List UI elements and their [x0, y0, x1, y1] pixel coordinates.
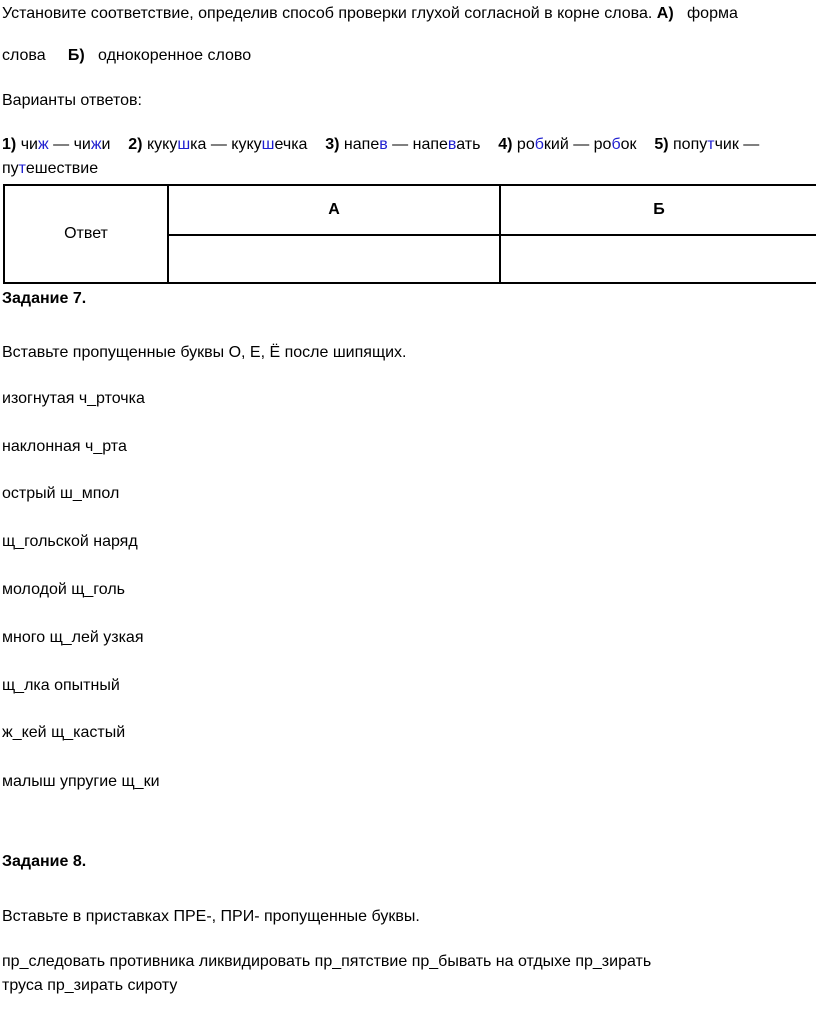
answer-row-label: Ответ [4, 185, 168, 283]
options-line [2, 135, 759, 155]
task7-item: щ_гольской наряд [2, 533, 138, 550]
task6-intro-cont [2, 46, 251, 66]
task8-instruction: Вставьте в приставках ПРЕ-, ПРИ- пропущенные буквы. [2, 908, 420, 925]
task6-a-label: А) [656, 5, 674, 22]
column-a-header: А [168, 185, 500, 235]
task7-item: наклонная ч_рта [2, 438, 127, 455]
answer-table [3, 184, 816, 284]
task6-a-text-part1: форма [687, 5, 738, 22]
column-b-header: Б [500, 185, 816, 235]
option-1: 1) чиж — чижи [2, 136, 111, 153]
task6-intro [2, 4, 738, 24]
task8-text-line1: пр_следовать противника ликвидировать пр_пятствие пр_бывать на отдыхе пр_зирать [2, 953, 652, 970]
task7-item: щ_лка опытный [2, 677, 120, 694]
answer-cell-a[interactable] [168, 235, 500, 283]
task6-b-label: Б) [67, 47, 85, 64]
task6-b-text: однокоренное слово [98, 47, 252, 64]
task7-title: Задание 7. [2, 290, 87, 307]
option-2: 2) кукушка — кукушечка [128, 136, 308, 153]
task8-text-line2: труса пр_зирать сироту [2, 977, 178, 994]
option-4: 4) робкий — робок [498, 136, 637, 153]
task8-title: Задание 8. [2, 853, 87, 870]
task7-item: изогнутая ч_рточка [2, 390, 145, 407]
option-5: 5) попутчик — [654, 136, 760, 153]
answer-cell-b[interactable] [500, 235, 816, 283]
option-3: 3) напев — напевать [325, 136, 481, 153]
task7-item: острый ш_мпол [2, 485, 120, 502]
task7-item: молодой щ_голь [2, 581, 125, 598]
variants-heading: Варианты ответов: [2, 92, 142, 109]
task6-a-text-part2: слова [2, 47, 46, 64]
task7-item: малыш упругие щ_ки [2, 773, 160, 790]
task7-item: ж_кей щ_кастый [2, 724, 126, 741]
task7-item: много щ_лей узкая [2, 629, 144, 646]
task6-intro-text: Установите соответствие, определив способ проверки глухой согласной в корне слова. [2, 5, 653, 22]
task7-instruction: Вставьте пропущенные буквы О, Е, Ё после шипящих. [2, 344, 407, 361]
option-5-continued: путешествие [2, 160, 99, 177]
